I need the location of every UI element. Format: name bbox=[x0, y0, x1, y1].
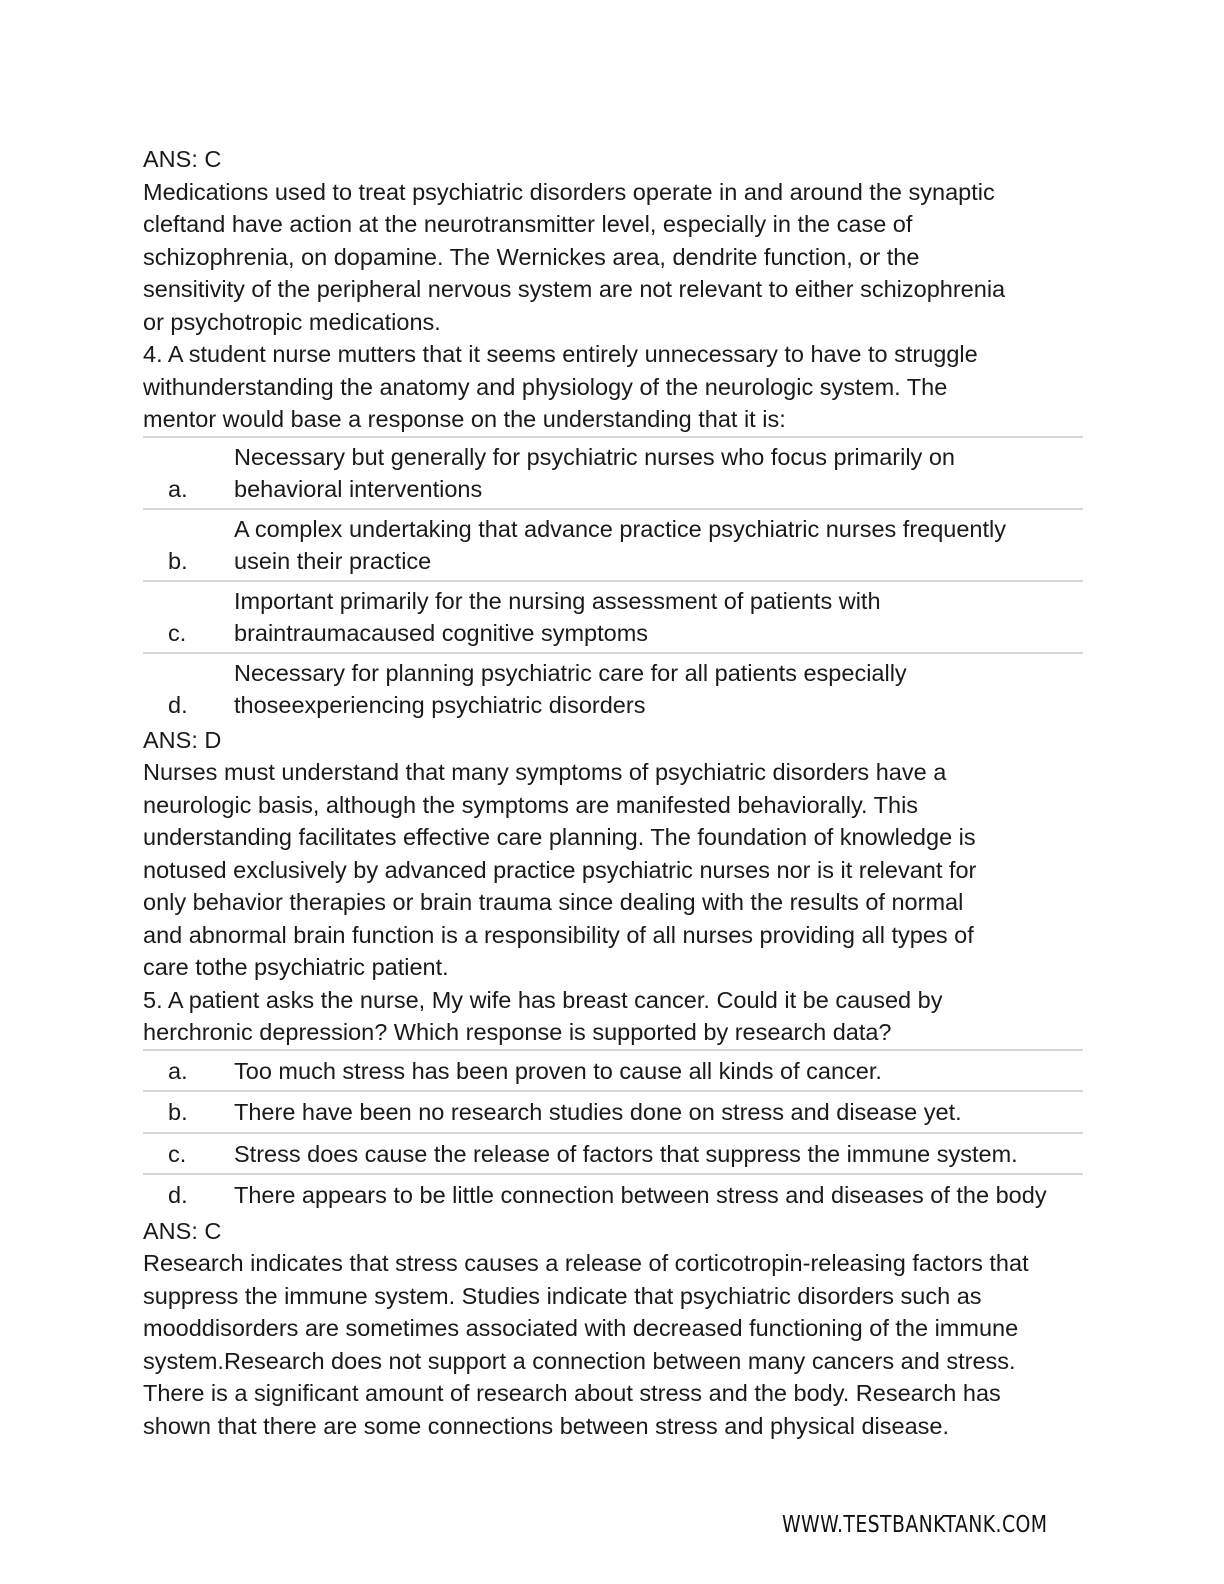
choice-letter: a. bbox=[168, 1057, 188, 1084]
choice-letter: d. bbox=[168, 1182, 188, 1208]
choice-text-line: behavioral interventions bbox=[234, 476, 483, 502]
choice-letter: c. bbox=[168, 1140, 187, 1167]
question-line: 4. A student nurse mutters that it seems entirely unnecessary to have to struggle bbox=[143, 341, 978, 367]
rationale-line: mooddisorders are sometimes associated with decreased functioning of the immune bbox=[143, 1315, 1019, 1341]
choice-letter: d. bbox=[168, 692, 188, 718]
rationale-line: suppress the immune system. Studies indicate that psychiatric disorders such as bbox=[143, 1282, 982, 1309]
choice-text-line: Important primarily for the nursing assessment of patients with bbox=[234, 587, 881, 614]
choice-text-line: thoseexperiencing psychiatric disorders bbox=[234, 692, 646, 718]
question-4-stem bbox=[143, 338, 1083, 436]
choice-text bbox=[234, 657, 1083, 722]
rationale-line: cleftand have action at the neurotransmitter level, especially in the case of bbox=[143, 211, 913, 237]
rationale-line: shown that there are some connections between stress and physical disease. bbox=[143, 1412, 949, 1439]
rationale-paragraph bbox=[143, 1247, 1083, 1442]
choice-text-line: Necessary but generally for psychiatric nurses who focus primarily on bbox=[234, 443, 955, 470]
choice-text-line: braintraumacaused cognitive symptoms bbox=[234, 620, 649, 646]
question-line: withunderstanding the anatomy and physiology of the neurologic system. The bbox=[143, 373, 948, 400]
rationale-line: schizophrenia, on dopamine. The Wernickes area, dendrite function, or the bbox=[143, 243, 920, 270]
choice-text: There appears to be little connection between stress and diseases of the body bbox=[234, 1182, 1047, 1208]
choice-b bbox=[143, 508, 1083, 580]
rationale-paragraph bbox=[143, 176, 1083, 339]
choice-text: There have been no research studies done on stress and disease yet. bbox=[234, 1099, 962, 1125]
choice-text bbox=[234, 585, 1083, 650]
choice-d bbox=[143, 1173, 1083, 1215]
rationale-line: care tothe psychiatric patient. bbox=[143, 954, 449, 980]
choice-letter: a. bbox=[168, 476, 188, 502]
question-4-choices bbox=[143, 436, 1083, 724]
choice-text bbox=[234, 513, 1083, 578]
choice-letter: b. bbox=[168, 548, 188, 574]
document-page bbox=[143, 143, 1083, 1442]
question-line: mentor would base a response on the understanding that it is: bbox=[143, 406, 786, 432]
rationale-line: neurologic basis, although the symptoms are manifested behaviorally. This bbox=[143, 791, 919, 818]
choice-letter: c. bbox=[168, 620, 187, 646]
rationale-line: There is a significant amount of research about stress and the body. Research has bbox=[143, 1380, 1001, 1406]
choice-d bbox=[143, 652, 1083, 724]
question-5-stem bbox=[143, 984, 1083, 1049]
rationale-line: notused exclusively by advanced practice psychiatric nurses nor is it relevant for bbox=[143, 856, 977, 883]
choice-letter: b. bbox=[168, 1099, 188, 1125]
choice-text bbox=[234, 441, 1083, 506]
footer-website: WWW.TESTBANKTANK.COM bbox=[782, 1512, 1048, 1538]
rationale-line: understanding facilitates effective care planning. The foundation of knowledge is bbox=[143, 824, 976, 850]
rationale-line: Nurses must understand that many symptoms of psychiatric disorders have a bbox=[143, 759, 947, 785]
choice-text-line: Necessary for planning psychiatric care for all patients especially bbox=[234, 659, 907, 686]
choice-a bbox=[143, 436, 1083, 508]
rationale-line: system.Research does not support a connection between many cancers and stress. bbox=[143, 1347, 1016, 1374]
choice-b bbox=[143, 1090, 1083, 1132]
rationale-line: and abnormal brain function is a responsibility of all nurses providing all types of bbox=[143, 921, 974, 948]
answer-label: ANS: C bbox=[143, 1217, 222, 1244]
rationale-line: only behavior therapies or brain trauma since dealing with the results of normal bbox=[143, 889, 964, 915]
rationale-line: Medications used to treat psychiatric disorders operate in and around the synaptic bbox=[143, 178, 995, 205]
choice-c bbox=[143, 1132, 1083, 1174]
choice-c bbox=[143, 580, 1083, 652]
question-line: 5. A patient asks the nurse, My wife has breast cancer. Could it be caused by bbox=[143, 986, 943, 1013]
choice-text-line: A complex undertaking that advance practice psychiatric nurses frequently bbox=[234, 515, 1007, 542]
rationale-line: sensitivity of the peripheral nervous system are not relevant to either schizophrenia bbox=[143, 276, 1006, 302]
choice-a bbox=[143, 1049, 1083, 1091]
question-5-choices bbox=[143, 1049, 1083, 1215]
answer-label: ANS: C bbox=[143, 146, 222, 172]
choice-text: Too much stress has been proven to cause all kinds of cancer. bbox=[234, 1057, 882, 1084]
question-line: herchronic depression? Which response is supported by research data? bbox=[143, 1019, 892, 1045]
rationale-line: or psychotropic medications. bbox=[143, 308, 441, 335]
answer-label: ANS: D bbox=[143, 726, 222, 753]
choice-text-line: usein their practice bbox=[234, 548, 432, 574]
rationale-line: Research indicates that stress causes a release of corticotropin-releasing factors that bbox=[143, 1250, 1029, 1276]
rationale-paragraph bbox=[143, 756, 1083, 984]
choice-text: Stress does cause the release of factors that suppress the immune system. bbox=[234, 1140, 1018, 1167]
